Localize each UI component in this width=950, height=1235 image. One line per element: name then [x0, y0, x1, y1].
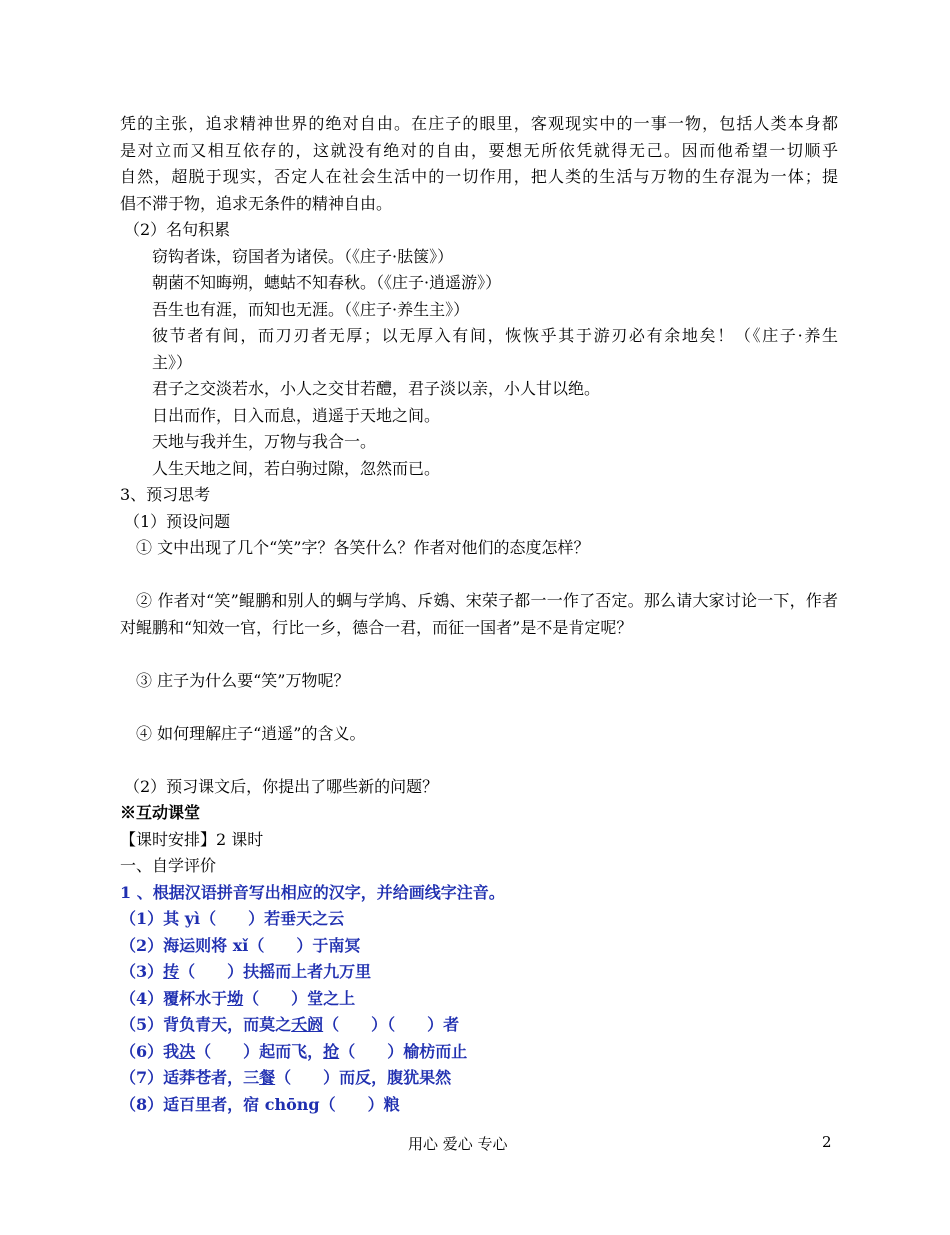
question-3: ③ 庄子为什么要“笑”万物呢？	[136, 670, 350, 690]
underlined-char: 夭阏	[291, 1015, 324, 1034]
schedule-label: 【课时安排】	[120, 829, 217, 849]
item-text: （4）覆杯水于	[120, 988, 228, 1008]
footer-motto: 用心 爱心 专心	[408, 1135, 508, 1153]
question-1: ① 文中出现了几个“笑”字？各笑什么？作者对他们的态度怎样？	[136, 538, 590, 557]
underlined-char: 决	[179, 1041, 196, 1061]
page-content	[120, 111, 838, 1118]
intro-line: 自然，超脱于现实，否定人在社会生活中的一切作用，把人类的生活与万物的生存混为一体；提	[120, 167, 838, 186]
quote-line: 朝菌不知晦朔，蟪蛄不知春秋。（《庄子·逍遥游》）	[152, 273, 502, 292]
intro-line: 凭的主张，追求精神世界的绝对自由。在庄子的眼里，客观现实中的一事一物，包括人类本身都	[120, 114, 838, 133]
intro-line: 是对立而又相互依存的，这就没有绝对的自由，要想无所依凭就得无己。因而他希望一切顺乎	[120, 140, 838, 160]
section-title: 3、预习思考	[120, 485, 211, 504]
answer-space	[120, 641, 838, 668]
underlined-char: 抢	[323, 1041, 340, 1061]
schedule-line	[120, 827, 838, 854]
underlined-char: 抟	[163, 962, 180, 981]
item-text: （ ）榆枋而止	[339, 1041, 468, 1061]
quote-line: 主》）	[152, 352, 193, 372]
exercise-item: （1）其 yì（ ）若垂天之云	[120, 909, 345, 928]
question-2: ② 作者对“笑”鲲鹏和别人的蜩与学鸠、斥鴳、宋荣子都一一作了否定。那么请大家讨论一下，作者对鲲鹏和“知效一官，行比一乡，德合一君，而征一国者”是不是肯定呢？	[120, 591, 838, 637]
exercise-item	[120, 1012, 838, 1039]
exercise-item: （2）海运则将 xǐ（ ）于南冥	[120, 935, 361, 955]
item-text: （ ）堂之上	[243, 988, 356, 1008]
item-text: （6）我	[120, 1041, 180, 1061]
item-text: （3）	[120, 962, 164, 981]
answer-space	[120, 747, 838, 774]
underlined-char: 餐	[259, 1068, 276, 1087]
exercise-item	[120, 1065, 838, 1092]
exercise-item: （8）适百里者，宿 chōng（ ）粮	[120, 1094, 400, 1114]
exercise-item	[120, 1039, 838, 1066]
self-study-heading: 一、自学评价	[120, 856, 217, 875]
item-text: （ ）扶摇而上者九万里	[179, 962, 372, 981]
quote-line: 窃钩者诛，窃国者为诸侯。（《庄子·胠箧》）	[152, 246, 454, 266]
question-4: ④ 如何理解庄子“逍遥”的含义。	[136, 723, 366, 743]
item-text: （ ）（ ）者	[323, 1015, 460, 1034]
subsection-heading: （1）预设问题	[124, 511, 231, 531]
intro-line: 倡不滞于物，追求无条件的精神自由。	[120, 193, 393, 213]
answer-space	[120, 694, 838, 721]
quote-line: 君子之交淡若水，小人之交甘若醴，君子淡以亲，小人甘以绝。	[152, 379, 601, 398]
quote-line: 天地与我并生，万物与我合一。	[152, 432, 377, 451]
page-number: 2	[822, 1133, 832, 1151]
preview-question: （2）预习课文后，你提出了哪些新的问题？	[124, 776, 439, 796]
quote-line: 日出而作，日入而息，逍遥于天地之间。	[152, 405, 441, 425]
item-text: （ ）而反，腹犹果然	[275, 1068, 452, 1087]
item-text: （7）适莽苍者，三	[120, 1068, 260, 1087]
item-text: （ ）起而飞，	[195, 1041, 324, 1061]
underlined-char: 坳	[227, 988, 244, 1008]
answer-space	[120, 562, 838, 589]
interactive-title: ※互动课堂	[120, 803, 201, 822]
quote-line: 人生天地之间，若白驹过隙，忽然而已。	[152, 458, 441, 478]
quotes-heading: （2）名句积累	[124, 220, 231, 239]
exercise-item	[120, 986, 838, 1013]
quote-line: 吾生也有涯，而知也无涯。（《庄子·养生主》）	[152, 299, 470, 319]
quote-line: 彼节者有间，而刀刃者无厚；以无厚入有间，恢恢乎其于游刃必有余地矣！（《庄子·养生	[152, 326, 838, 345]
item-text: （5）背负青天，而莫之	[120, 1015, 292, 1034]
exercise-item	[120, 959, 838, 986]
task-instruction: 1 、根据汉语拼音写出相应的汉字，并给画线字注音。	[120, 882, 505, 902]
schedule-value: 2 课时	[216, 829, 264, 849]
